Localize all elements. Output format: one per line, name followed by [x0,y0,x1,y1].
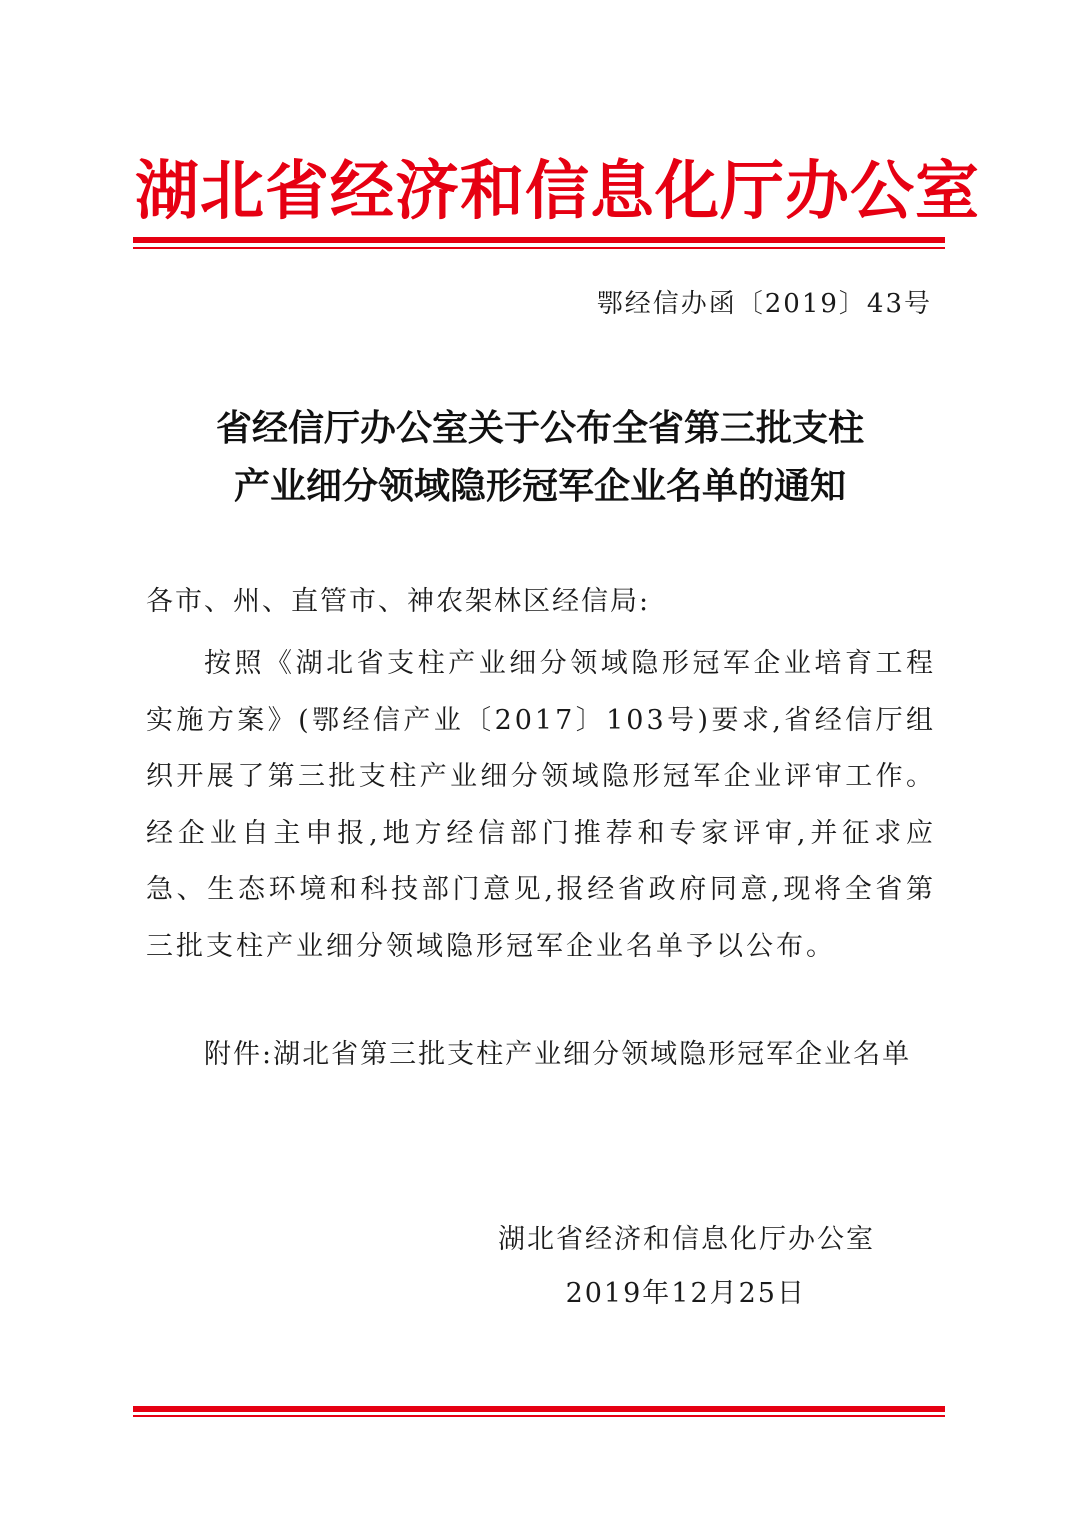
header-divider-thick [133,237,945,243]
document-title-line-1: 省经信厅办公室关于公布全省第三批支柱 [215,408,864,449]
footer-divider-thin [133,1415,945,1417]
salutation: 各市、州、直管市、神农架林区经信局: [146,586,651,617]
document-title [100,400,980,516]
attachment-line: 附件:湖北省第三批支柱产业细分领域隐形冠军企业名单 [204,1039,912,1070]
signature-date: 2019年12月25日 [565,1278,806,1309]
footer-divider-thick [133,1406,945,1412]
body-paragraph: 按照《湖北省支柱产业细分领域隐形冠军企业培育工程实施方案》(鄂经信产业〔2017〕103号)要求,省经信厅组织开展了第三批支柱产业细分领域隐形冠军企业评审工作。经企业自主申报,地方经信部门推荐和专家评审,并征求应急、生态环境和科技部门意见,报经省政府同意,现将全省第三批支柱产业细分领域隐形冠军企业名单予以公布。 [146,648,936,962]
signature-organization: 湖北省经济和信息化厅办公室 [498,1224,875,1255]
issuer-header: 湖北省经济和信息化厅办公室 [135,155,980,229]
document-title-line-2: 产业细分领域隐形冠军企业名单的通知 [233,466,846,507]
document-number: 鄂经信办函〔2019〕43号 [596,289,932,319]
header-divider-thin [133,247,945,249]
